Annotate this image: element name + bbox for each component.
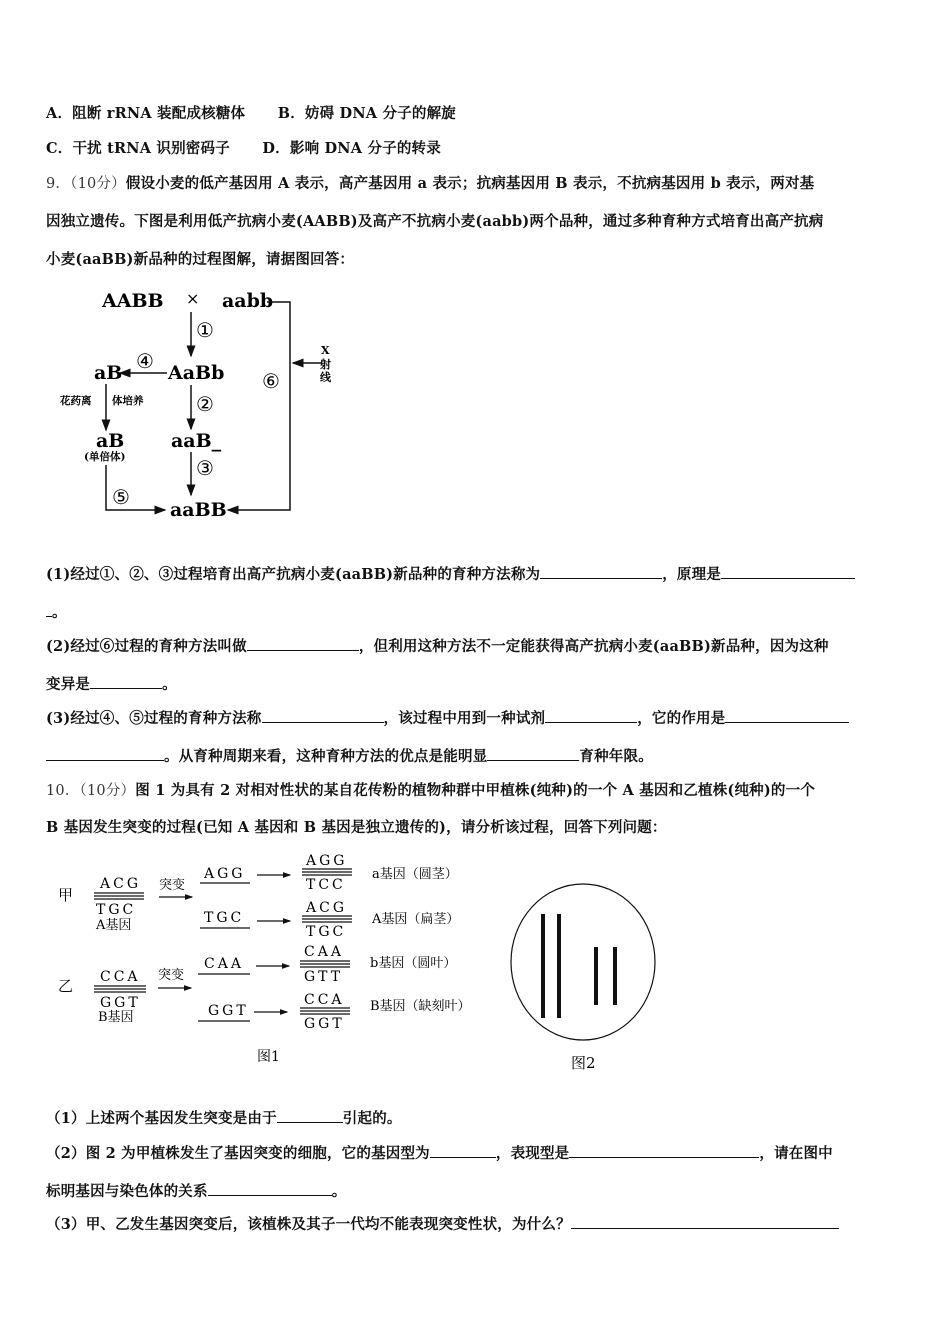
q9-sub2-end: 。 bbox=[162, 676, 177, 693]
q9-sub1-end: 。 bbox=[52, 604, 67, 621]
product-2-bottom: TGC bbox=[306, 924, 347, 940]
q9-sub2-text: (2)经过⑥过程的育种方法叫做 bbox=[46, 638, 247, 655]
q10-number: 10．（10分） bbox=[46, 783, 136, 799]
single-strand-tgc: TGC bbox=[204, 910, 245, 926]
q10-sub1 bbox=[46, 1107, 402, 1128]
answer-blank-q9-3d[interactable] bbox=[487, 746, 579, 761]
yi-bottom-strand: GGT bbox=[100, 995, 141, 1011]
q10-stem-line2: B 基因发生突变的过程(已知 A 基因和 B 基因是独立遗传的)，请分析该过程，回答下列问题： bbox=[46, 819, 667, 836]
haploid-note: (单倍体) bbox=[84, 451, 126, 463]
product-4-label: B基因（缺刻叶） bbox=[370, 999, 471, 1014]
answer-blank-q10-2b[interactable] bbox=[569, 1143, 759, 1158]
q9-stem-line2: 因独立遗传。下图是利用低产抗病小麦(AABB)及高产不抗病小麦(aabb)两个品种，通过多种育种方式培育出高产抗病 bbox=[46, 213, 824, 230]
answer-blank-q9-2a[interactable] bbox=[247, 636, 359, 651]
q9-stem-line3: 小麦(aaBB)新品种的过程图解，请据图回答： bbox=[46, 251, 355, 268]
q10-sub2 bbox=[46, 1142, 833, 1163]
q9-sub3-end: 育种年限。 bbox=[579, 748, 653, 765]
product-1-bottom: TCC bbox=[306, 877, 346, 893]
answer-blank-q10-2a[interactable] bbox=[430, 1143, 496, 1158]
q9-sub1 bbox=[46, 563, 855, 584]
product-2-label: A基因（扁茎） bbox=[372, 912, 460, 927]
answer-blank-q10-1[interactable] bbox=[277, 1108, 343, 1123]
step-1-label: ① bbox=[196, 318, 214, 342]
answer-blank-q9-3a[interactable] bbox=[262, 708, 384, 723]
q9-sub3-text4: 。从育种周期来看，这种育种方法的优点是能明显 bbox=[164, 748, 488, 765]
step-3-label: ③ bbox=[196, 456, 214, 480]
xray-label-x: X bbox=[321, 344, 330, 357]
q9-sub1-cont bbox=[46, 601, 67, 622]
answer-blank-q9-1b[interactable] bbox=[721, 564, 855, 579]
q9-stem-line1 bbox=[46, 172, 814, 193]
figure-2-caption: 图2 bbox=[571, 1054, 596, 1072]
q9-number: 9．（10分） bbox=[46, 176, 126, 192]
mid-aab: aaB_ bbox=[171, 430, 222, 452]
product-2-top: ACG bbox=[306, 900, 348, 916]
figure-1-gene-mutation bbox=[52, 848, 497, 1073]
product-1-top: AGG bbox=[306, 853, 348, 869]
step-2-label: ② bbox=[196, 392, 214, 416]
q10-sub2-text: （2）图 2 为甲植株发生了基因突变的细胞，它的基因型为 bbox=[46, 1145, 430, 1162]
gamete-ab: aB bbox=[94, 362, 123, 384]
q9-sub3-cont bbox=[46, 745, 653, 766]
yi-mutation-label: 突变 bbox=[158, 968, 185, 983]
jia-top-strand: ACG bbox=[100, 876, 142, 892]
product-1-label: a基因（圆茎） bbox=[372, 867, 458, 882]
xray-label-she: 射 bbox=[320, 358, 331, 371]
option-row-cd bbox=[46, 137, 441, 158]
q10-sub2-text3: ，请在图中 bbox=[759, 1145, 833, 1162]
single-strand-ggt: GGT bbox=[208, 1003, 249, 1019]
single-strand-caa: CAA bbox=[204, 956, 244, 972]
product-4-bottom: GGT bbox=[304, 1016, 345, 1032]
product-4-top: CCA bbox=[304, 992, 345, 1008]
jia-gene-label: A基因 bbox=[96, 918, 132, 933]
q10-sub2-text2: ，表现型是 bbox=[495, 1145, 570, 1162]
parent-aabb-lower: aabb bbox=[222, 290, 274, 312]
q9-sub1-text2: ，原理是 bbox=[662, 566, 722, 583]
q9-sub3-text: (3)经过④、⑤过程的育种方法称 bbox=[46, 710, 262, 727]
q10-sub1-end: 引起的。 bbox=[342, 1110, 402, 1127]
q9-sub2-text2: ，但利用这种方法不一定能获得高产抗病小麦(aaBB)新品种，因为这种 bbox=[358, 638, 829, 655]
plant-jia-label: 甲 bbox=[58, 886, 74, 904]
chromosome-short-2 bbox=[613, 947, 617, 1005]
option-c: C．干扰 tRNA 识别密码子 bbox=[46, 140, 230, 157]
target-aabb: aaBB bbox=[170, 499, 227, 521]
answer-blank-q10-3[interactable] bbox=[571, 1214, 839, 1229]
q9-sub3-text3: ，它的作用是 bbox=[637, 710, 726, 727]
product-3-bottom: GTT bbox=[304, 969, 344, 985]
option-d: D．影响 DNA 分子的转录 bbox=[262, 140, 441, 157]
q9-sub1-text: (1)经过①、②、③过程培育出高产抗病小麦(aaBB)新品种的育种方法称为 bbox=[46, 566, 541, 583]
q10-sub1-text: （1）上述两个基因发生突变是由于 bbox=[46, 1110, 277, 1127]
figure-2-cell bbox=[505, 850, 665, 1075]
answer-blank-q9-3c[interactable] bbox=[725, 708, 849, 723]
q9-sub3-text2: ，该过程中用到一种试剂 bbox=[383, 710, 546, 727]
jia-mutation-label: 突变 bbox=[159, 878, 186, 893]
answer-blank-q9-3c-cont[interactable] bbox=[46, 746, 164, 761]
step-6-label: ⑥ bbox=[262, 369, 280, 393]
cell-outline bbox=[511, 884, 655, 1040]
product-3-label: b基因（圆叶） bbox=[370, 956, 457, 971]
anther-culture-right: 体培养 bbox=[112, 395, 144, 407]
q10-sub2-text4: 标明基因与染色体的关系 bbox=[46, 1183, 208, 1200]
jia-bottom-strand: TGC bbox=[96, 902, 137, 918]
option-a: A．阻断 rRNA 装配成核糖体 bbox=[46, 105, 246, 122]
chromosome-short-1 bbox=[594, 947, 598, 1005]
q9-sub3 bbox=[46, 707, 849, 728]
q9-stem-text1: 假设小麦的低产基因用 A 表示，高产基因用 a 表示；抗病基因用 B 表示，不抗病基因用 b 表示，两对基 bbox=[125, 175, 815, 192]
chromosome-long-2 bbox=[557, 914, 561, 1018]
f1-aabb: AaBb bbox=[168, 362, 225, 384]
q9-sub2-cont bbox=[46, 673, 177, 694]
haploid-ab: aB bbox=[96, 430, 125, 452]
figure-1-caption: 图1 bbox=[257, 1049, 280, 1065]
answer-blank-q9-1a[interactable] bbox=[540, 564, 662, 579]
parent-aabb-upper: AABB bbox=[102, 290, 164, 312]
q10-sub3 bbox=[46, 1213, 839, 1234]
breeding-diagram bbox=[50, 282, 350, 527]
q9-sub2-text3: 变异是 bbox=[46, 676, 91, 693]
q10-sub2-cont bbox=[46, 1180, 346, 1201]
chromosome-long-1 bbox=[541, 914, 545, 1018]
q10-sub3-text: （3）甲、乙发生基因突变后，该植株及其子一代均不能表现突变性状，为什么？ bbox=[46, 1216, 571, 1233]
single-strand-agg: AGG bbox=[204, 866, 246, 882]
q10-sub2-end: 。 bbox=[331, 1183, 347, 1200]
option-row-ab bbox=[46, 102, 456, 123]
q9-sub2 bbox=[46, 635, 829, 656]
yi-top-strand: CCA bbox=[100, 969, 141, 985]
plant-yi-label: 乙 bbox=[58, 977, 74, 995]
q10-stem-line1 bbox=[46, 779, 815, 800]
answer-blank-q9-3b[interactable] bbox=[545, 708, 637, 723]
cross-symbol: × bbox=[186, 289, 200, 308]
option-b: B．妨碍 DNA 分子的解旋 bbox=[277, 105, 456, 122]
step-4-label: ④ bbox=[136, 349, 154, 373]
answer-blank-q9-2b[interactable] bbox=[90, 674, 162, 689]
answer-blank-q10-2c[interactable] bbox=[208, 1181, 332, 1196]
anther-culture-left: 花药离 bbox=[60, 395, 92, 407]
q10-stem-text1: 图 1 为具有 2 对相对性状的某自花传粉的植物种群中甲植株(纯种)的一个 A 基因和乙植株(纯种)的一个 bbox=[135, 782, 816, 799]
step-5-label: ⑤ bbox=[112, 485, 130, 509]
yi-gene-label: B基因 bbox=[98, 1010, 134, 1025]
product-3-top: CAA bbox=[304, 944, 344, 960]
xray-label-xian: 线 bbox=[320, 371, 331, 384]
